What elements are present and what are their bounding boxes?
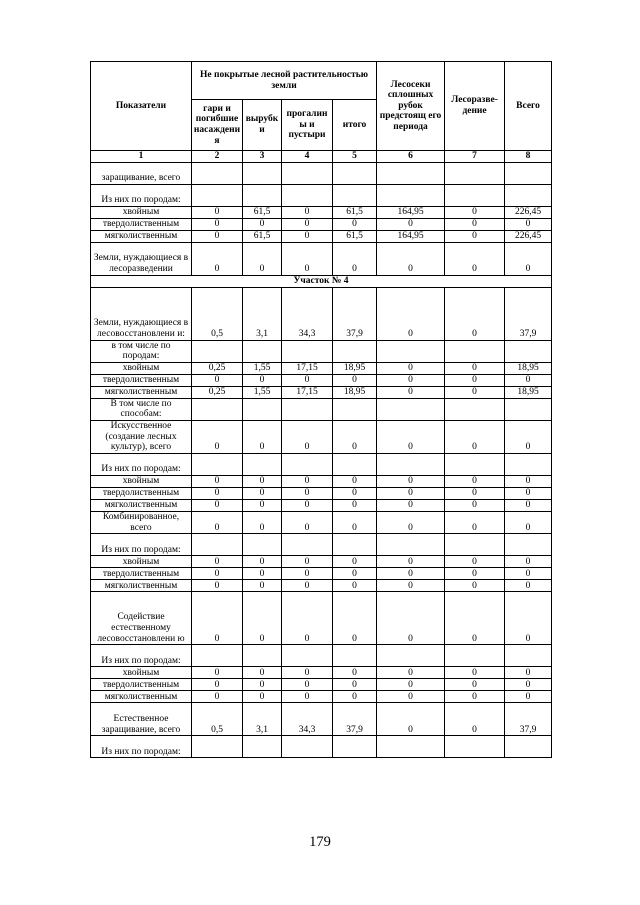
table-cell: 0 [192, 230, 243, 242]
table-cell: 0 [377, 556, 445, 568]
table-cell: 0 [505, 580, 552, 592]
table-cell: 0 [333, 374, 377, 386]
table-cell [505, 398, 552, 420]
table-cell: 0 [445, 691, 505, 703]
table-row [91, 362, 552, 374]
table-cell: 0 [377, 487, 445, 499]
row-label: В том числе по способам: [91, 398, 192, 420]
table-cell: 0 [445, 580, 505, 592]
table-cell: 0 [445, 511, 505, 533]
table-cell [243, 736, 282, 758]
table-cell: 0 [333, 511, 377, 533]
table-cell [445, 162, 505, 184]
table-cell: 0 [192, 206, 243, 218]
table-row [91, 487, 552, 499]
table-cell: 0 [445, 499, 505, 511]
table-cell [377, 453, 445, 475]
header-subtotal: итого [333, 100, 377, 151]
table-cell: 0 [192, 667, 243, 679]
table-cell: 0 [377, 703, 445, 736]
table-cell: 0 [333, 667, 377, 679]
table-cell [243, 645, 282, 667]
table-cell: 0 [333, 487, 377, 499]
table-cell: 0 [333, 499, 377, 511]
table-cell: 0 [505, 667, 552, 679]
table-cell: 0 [282, 218, 333, 230]
table-cell: 0 [282, 568, 333, 580]
table-cell [282, 184, 333, 206]
row-label: мягколиственным [91, 499, 192, 511]
table-cell: 0 [243, 667, 282, 679]
row-label: хвойным [91, 667, 192, 679]
table-row [91, 386, 552, 398]
row-label: твердолиственным [91, 374, 192, 386]
table-cell: 37,9 [333, 287, 377, 340]
table-cell: 0 [377, 499, 445, 511]
table-cell [333, 453, 377, 475]
table-cell: 0 [445, 487, 505, 499]
table-cell: 0 [333, 580, 377, 592]
table-cell: 17,15 [282, 386, 333, 398]
table-cell: 61,5 [243, 230, 282, 242]
table-cell: 0 [192, 218, 243, 230]
table-cell: 0 [282, 499, 333, 511]
table-cell: 0 [192, 580, 243, 592]
table-cell [377, 398, 445, 420]
table-row [91, 162, 552, 184]
table-header [91, 62, 552, 163]
row-label: Из них по породам: [91, 736, 192, 758]
table-cell: 0 [243, 374, 282, 386]
table-cell: 0 [282, 206, 333, 218]
table-cell: 0 [505, 242, 552, 275]
table-cell: 0,25 [192, 362, 243, 374]
section-row [91, 275, 552, 287]
table-cell: 0 [243, 691, 282, 703]
table-cell [333, 162, 377, 184]
table-cell: 18,95 [505, 362, 552, 374]
table-cell: 0 [243, 420, 282, 453]
table-cell: 0 [445, 556, 505, 568]
table-cell: 0 [445, 568, 505, 580]
table-cell [445, 534, 505, 556]
table-cell: 37,9 [505, 703, 552, 736]
table-cell [282, 162, 333, 184]
row-label: Из них по породам: [91, 645, 192, 667]
table-cell: 34,3 [282, 703, 333, 736]
table-cell: 0 [243, 679, 282, 691]
row-label: хвойным [91, 556, 192, 568]
table-cell: 0 [377, 475, 445, 487]
col-number: 8 [505, 151, 552, 163]
section-title: Участок № 4 [91, 275, 552, 287]
row-label: хвойным [91, 206, 192, 218]
table-cell: 0 [333, 475, 377, 487]
table-row [91, 511, 552, 533]
header-afforestation: Лесоразве-дение [445, 62, 505, 151]
table-row [91, 475, 552, 487]
table-cell: 0 [377, 511, 445, 533]
header-burns: гари и погибшие насаждени я [192, 100, 243, 151]
table-cell [243, 453, 282, 475]
table-cell [505, 645, 552, 667]
row-label: твердолиственным [91, 568, 192, 580]
table-cell: 0 [282, 475, 333, 487]
header-not-covered: Не покрытые лесной растительностью земли [192, 62, 377, 100]
table-cell [282, 398, 333, 420]
table-cell [333, 645, 377, 667]
table-cell [505, 736, 552, 758]
page-number: 179 [309, 834, 331, 850]
table-cell: 0 [445, 475, 505, 487]
header-clearcuts: Лесосеки сплошных рубок предстоящ его периода [377, 62, 445, 151]
table-cell: 0 [192, 475, 243, 487]
row-label: твердолиственным [91, 218, 192, 230]
table-cell [445, 184, 505, 206]
table-cell: 0 [505, 475, 552, 487]
table-cell: 0 [333, 420, 377, 453]
row-label: хвойным [91, 475, 192, 487]
table-cell: 0 [243, 592, 282, 645]
row-label: твердолиственным [91, 487, 192, 499]
table-cell [282, 645, 333, 667]
table-cell [282, 340, 333, 362]
table-cell: 0 [377, 374, 445, 386]
table-cell: 0 [192, 511, 243, 533]
table-cell [192, 184, 243, 206]
row-label: Из них по породам: [91, 534, 192, 556]
forest-land-table [90, 61, 552, 758]
table-cell: 0 [192, 592, 243, 645]
table-cell: 0 [282, 230, 333, 242]
table-row [91, 667, 552, 679]
table-cell: 0 [282, 679, 333, 691]
table-cell: 0 [333, 568, 377, 580]
table-cell: 3,1 [243, 703, 282, 736]
table-row [91, 736, 552, 758]
table-row [91, 556, 552, 568]
table-cell: 0 [333, 218, 377, 230]
table-row [91, 453, 552, 475]
col-number: 1 [91, 151, 192, 163]
table-cell: 0 [505, 374, 552, 386]
table-cell: 226,45 [505, 230, 552, 242]
table-cell [192, 534, 243, 556]
table-row [91, 218, 552, 230]
table-cell: 0 [377, 218, 445, 230]
row-label: Комбинированное, всего [91, 511, 192, 533]
table-row [91, 534, 552, 556]
table-cell [505, 184, 552, 206]
table-row [91, 287, 552, 340]
table-cell: 226,45 [505, 206, 552, 218]
table-cell: 0 [282, 511, 333, 533]
table-cell: 0 [445, 230, 505, 242]
table-cell: 0 [505, 420, 552, 453]
table-cell [377, 184, 445, 206]
table-cell: 1,55 [243, 386, 282, 398]
table-cell [445, 398, 505, 420]
table-cell: 0 [505, 556, 552, 568]
table-row [91, 340, 552, 362]
table-cell: 0 [282, 242, 333, 275]
row-label: Содействие естественному лесовосстановлени ю [91, 592, 192, 645]
table-cell [445, 340, 505, 362]
table-cell: 61,5 [243, 206, 282, 218]
table-cell: 0 [445, 218, 505, 230]
table-cell: 0 [445, 703, 505, 736]
table-cell: 0 [192, 487, 243, 499]
table-cell: 0 [282, 556, 333, 568]
col-number: 7 [445, 151, 505, 163]
table-cell: 0 [377, 667, 445, 679]
table-cell [505, 534, 552, 556]
row-label: заращивание, всего [91, 162, 192, 184]
table-cell: 0 [377, 592, 445, 645]
table-cell: 0 [505, 679, 552, 691]
table-cell: 0 [505, 487, 552, 499]
table-cell: 34,3 [282, 287, 333, 340]
table-cell: 0 [377, 679, 445, 691]
row-label: Естественное заращивание, всего [91, 703, 192, 736]
table-cell [505, 340, 552, 362]
header-indicators: Показатели [91, 62, 192, 151]
table-cell: 0 [445, 386, 505, 398]
table-cell: 0 [377, 691, 445, 703]
table-cell: 0 [377, 386, 445, 398]
table-cell: 0 [377, 580, 445, 592]
table-cell [377, 645, 445, 667]
row-label: Из них по породам: [91, 184, 192, 206]
table-cell: 0 [282, 691, 333, 703]
table-cell: 0 [505, 511, 552, 533]
table-cell [192, 162, 243, 184]
table-row [91, 592, 552, 645]
table-cell: 17,15 [282, 362, 333, 374]
table-cell: 0 [333, 592, 377, 645]
table-cell: 0 [505, 568, 552, 580]
table-cell: 0 [445, 362, 505, 374]
table-cell: 0 [377, 568, 445, 580]
table-cell [377, 534, 445, 556]
table-cell [333, 340, 377, 362]
table-cell: 0 [282, 420, 333, 453]
table-cell [377, 162, 445, 184]
col-number: 5 [333, 151, 377, 163]
table-row [91, 374, 552, 386]
table-cell: 0 [377, 287, 445, 340]
table-cell: 18,95 [333, 362, 377, 374]
table-cell: 0 [243, 568, 282, 580]
table-cell [192, 398, 243, 420]
table-cell: 0 [243, 511, 282, 533]
table-cell: 3,1 [243, 287, 282, 340]
table-row [91, 580, 552, 592]
header-grand-total: Всего [505, 62, 552, 151]
row-label: в том числе по породам: [91, 340, 192, 362]
table-cell: 0,5 [192, 703, 243, 736]
table-cell: 0 [192, 242, 243, 275]
row-label: хвойным [91, 362, 192, 374]
table-cell: 0 [445, 679, 505, 691]
table-row [91, 230, 552, 242]
row-label: мягколиственным [91, 230, 192, 242]
table-cell: 37,9 [505, 287, 552, 340]
table-row [91, 645, 552, 667]
table-cell: 0,5 [192, 287, 243, 340]
table-cell: 0,25 [192, 386, 243, 398]
col-number: 4 [282, 151, 333, 163]
row-label: Искусственное (создание лесных культур), всего [91, 420, 192, 453]
table-row [91, 568, 552, 580]
row-label: мягколиственным [91, 691, 192, 703]
table-cell [445, 453, 505, 475]
header-glades: прогалин ы и пустыри [282, 100, 333, 151]
table-cell [445, 645, 505, 667]
table-row [91, 679, 552, 691]
table-cell [192, 645, 243, 667]
table-cell: 0 [333, 679, 377, 691]
table-cell [243, 184, 282, 206]
table-cell: 0 [243, 487, 282, 499]
table-cell: 0 [505, 691, 552, 703]
table-cell [505, 453, 552, 475]
table-cell [243, 398, 282, 420]
table-cell: 0 [192, 679, 243, 691]
table-cell [505, 162, 552, 184]
table-cell: 0 [243, 580, 282, 592]
table-cell: 0 [192, 499, 243, 511]
table-cell: 0 [445, 287, 505, 340]
table-cell: 164,95 [377, 206, 445, 218]
table-cell: 0 [333, 242, 377, 275]
row-label: Из них по породам: [91, 453, 192, 475]
table-cell: 0 [282, 374, 333, 386]
table-body [91, 162, 552, 758]
table-cell: 0 [445, 420, 505, 453]
table-cell: 0 [192, 691, 243, 703]
table-row [91, 398, 552, 420]
table-cell: 0 [377, 362, 445, 374]
table-cell [243, 534, 282, 556]
column-number-row [91, 151, 552, 163]
table-cell: 0 [192, 568, 243, 580]
table-cell: 0 [445, 592, 505, 645]
table-cell [282, 736, 333, 758]
table-row [91, 242, 552, 275]
table-cell [243, 162, 282, 184]
table-cell [445, 736, 505, 758]
table-cell [192, 736, 243, 758]
table-cell: 164,95 [377, 230, 445, 242]
table-cell: 61,5 [333, 230, 377, 242]
table-row [91, 184, 552, 206]
table-cell: 0 [445, 206, 505, 218]
row-label: Земли, нуждающиеся в лесоразведении [91, 242, 192, 275]
table-cell [192, 453, 243, 475]
table-cell: 0 [505, 592, 552, 645]
table-cell: 0 [192, 556, 243, 568]
table-cell: 0 [282, 667, 333, 679]
table-cell: 0 [505, 218, 552, 230]
row-label: мягколиственным [91, 580, 192, 592]
table-cell: 18,95 [505, 386, 552, 398]
table-cell: 0 [243, 242, 282, 275]
table-cell [192, 340, 243, 362]
table-cell: 0 [377, 242, 445, 275]
row-label: Земли, нуждающиеся в лесовосстановлени и: [91, 287, 192, 340]
table-cell: 1,55 [243, 362, 282, 374]
table-row [91, 703, 552, 736]
table-cell [377, 340, 445, 362]
table-cell [333, 184, 377, 206]
table-cell: 0 [243, 556, 282, 568]
col-number: 6 [377, 151, 445, 163]
table-cell: 0 [377, 420, 445, 453]
col-number: 3 [243, 151, 282, 163]
table-cell: 0 [282, 580, 333, 592]
table-cell [282, 534, 333, 556]
table-cell: 37,9 [333, 703, 377, 736]
table-cell: 0 [243, 475, 282, 487]
table-row [91, 691, 552, 703]
table-cell: 0 [282, 487, 333, 499]
table-cell [282, 453, 333, 475]
table-cell: 0 [445, 242, 505, 275]
header-cuts: вырубк и [243, 100, 282, 151]
table-row [91, 420, 552, 453]
table-cell: 0 [192, 374, 243, 386]
table-cell: 0 [445, 667, 505, 679]
table-cell: 0 [333, 556, 377, 568]
table-cell: 0 [505, 499, 552, 511]
table-cell [333, 736, 377, 758]
table-cell: 0 [282, 592, 333, 645]
table-cell: 0 [333, 691, 377, 703]
table-cell [333, 534, 377, 556]
table-cell: 0 [192, 420, 243, 453]
table-cell [333, 398, 377, 420]
table-cell: 61,5 [333, 206, 377, 218]
table-cell: 0 [445, 374, 505, 386]
table-row [91, 499, 552, 511]
col-number: 2 [192, 151, 243, 163]
row-label: мягколиственным [91, 386, 192, 398]
table-cell: 18,95 [333, 386, 377, 398]
table-cell [243, 340, 282, 362]
table-cell: 0 [243, 499, 282, 511]
table-cell [377, 736, 445, 758]
table-row [91, 206, 552, 218]
table-cell: 0 [243, 218, 282, 230]
row-label: твердолиственным [91, 679, 192, 691]
